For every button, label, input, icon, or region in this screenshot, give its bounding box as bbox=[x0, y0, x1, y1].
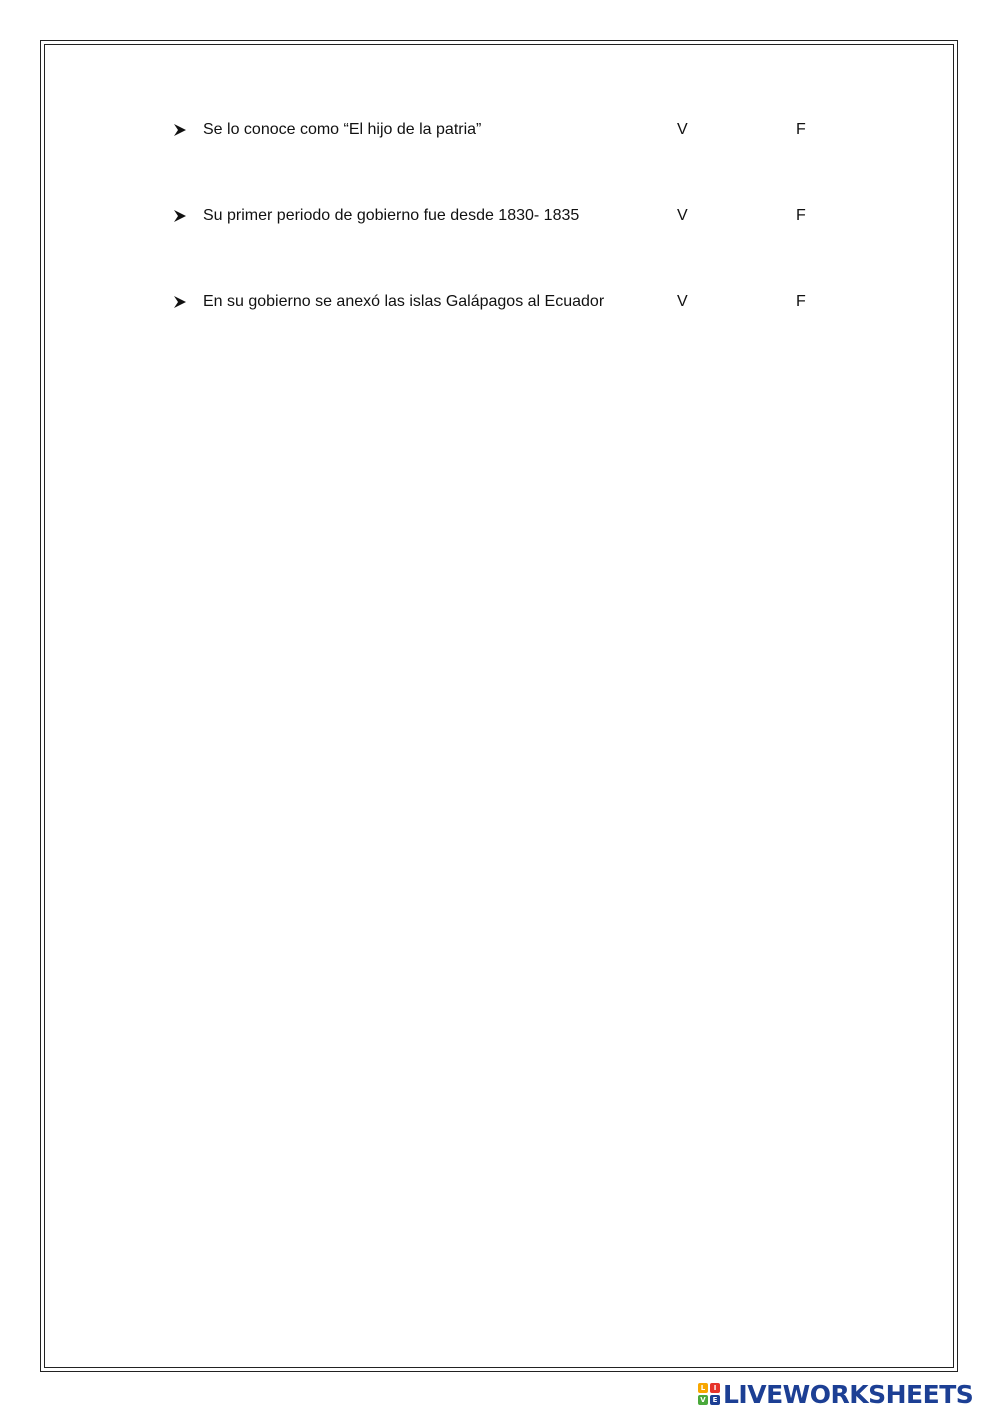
question-text: En su gobierno se anexó las islas Galápagos al Ecuador bbox=[203, 293, 605, 310]
true-option[interactable]: V bbox=[677, 293, 688, 310]
false-option[interactable]: F bbox=[796, 207, 806, 224]
question-row-3 bbox=[172, 288, 852, 316]
true-option[interactable]: V bbox=[677, 207, 688, 224]
logo-letter-v: V bbox=[698, 1395, 708, 1405]
question-row-1 bbox=[172, 116, 852, 144]
question-text: Se lo conoce como “El hijo de la patria” bbox=[203, 121, 482, 138]
liveworksheets-logo-icon bbox=[698, 1383, 720, 1405]
true-option[interactable]: V bbox=[677, 121, 688, 138]
logo-letter-i: I bbox=[710, 1383, 720, 1393]
logo-wordmark: LIVEWORKSHEETS bbox=[723, 1379, 974, 1409]
true-false-list bbox=[172, 116, 852, 374]
logo-letter-l: L bbox=[698, 1383, 708, 1393]
arrow-bullet-icon bbox=[172, 116, 188, 144]
question-row-2 bbox=[172, 202, 852, 230]
arrow-bullet-icon bbox=[172, 288, 188, 316]
false-option[interactable]: F bbox=[796, 121, 806, 138]
liveworksheets-logo[interactable] bbox=[698, 1379, 973, 1409]
logo-letter-e: E bbox=[710, 1395, 720, 1405]
arrow-bullet-icon bbox=[172, 202, 188, 230]
false-option[interactable]: F bbox=[796, 293, 806, 310]
question-text: Su primer periodo de gobierno fue desde 1830- 1835 bbox=[203, 207, 580, 224]
